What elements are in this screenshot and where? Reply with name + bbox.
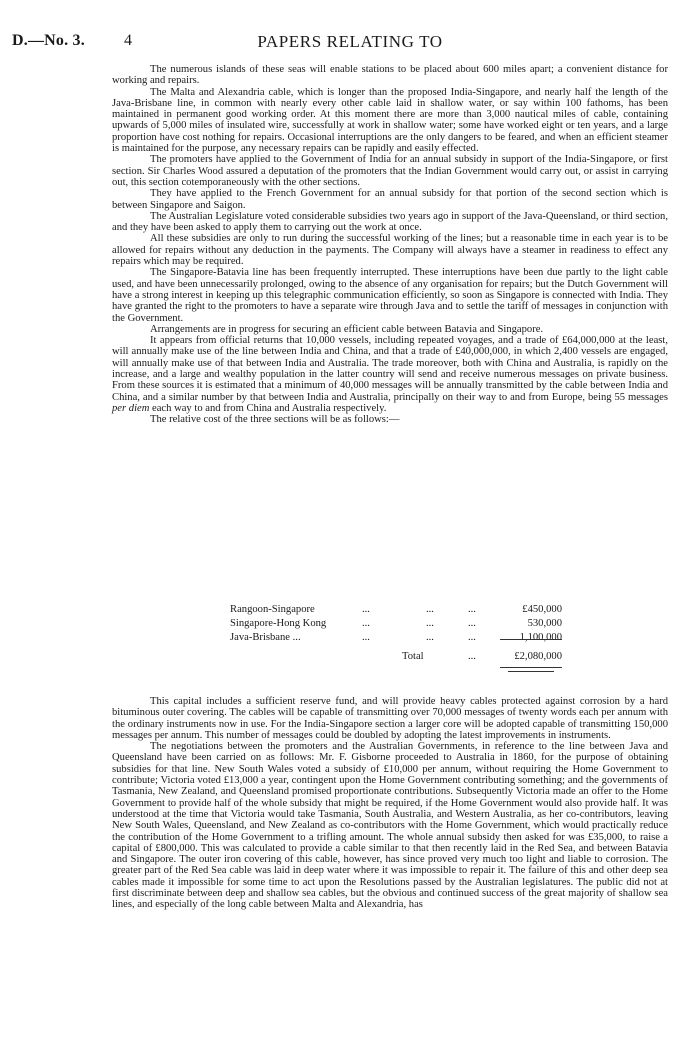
page-header <box>12 32 688 54</box>
document-reference: D.—No. 3. <box>12 32 85 49</box>
paragraph-text-tail: each way to and from China and Australia respectively. <box>152 402 387 414</box>
leader-dots: ... <box>362 604 370 615</box>
sum-rule <box>500 639 562 640</box>
body-text-upper <box>112 64 668 426</box>
page-number: 4 <box>124 32 132 49</box>
paragraph: The relative cost of the three sections will be as follows:— <box>150 414 400 426</box>
total-label: Total <box>402 651 424 662</box>
section-name: Java-Brisbane ... <box>230 632 301 643</box>
paragraph: The Australian Legislature voted considerable subsidies two years ago in support of the Java-Queensland, or third section, and they have been asked to apply them to carrying out the work at once. <box>112 210 668 234</box>
leader-dots: ... <box>426 604 434 615</box>
leader-dots: ... <box>426 632 434 643</box>
section-name: Rangoon-Singapore <box>230 604 315 615</box>
paragraph: The negotiations between the promoters and the Australian Governments, in reference to the line between Java and Queensland have been carried on as follows: Mr. F. Gisborne proceeded to Australia in 1860, for the purpose of obtaining subsidies for that line. New South Wales voted a subsidy of £10,000 per annum, without requiring the Home Government to contribute; Victoria voted £13,000 a year, contingent upon the Home Government contributing something; and the governments of Tasmania, New Zealand, and Queensland promised proportionate contributions. Subsequently Victoria made an offer to the Home Government to provide half of the whole subsidy that might be required, if the Home Government would also provide half. It was understood at the time that Victoria would take Tasmania, South Australia, and Western Australia, as her co-contributors, leaving New South Wales, Queensland, and New Zealand as co-contributors with the Home Government, which would practically reduce the contribution of the Home Government to a trifling amount. The whole annual subsidy then asked for was £35,000, to raise a capital of £800,000. This was calculated to provide a cable similar to that then recently laid in the Red Sea, and between Batavia and Singapore. The outer iron covering of this cable, however, has since proved very much too light and liable to corrosion. The greater part of the Red Sea cable was laid in deep water where it was impossible to repair it. The failure of this and other deep sea cables made it impossible for some time to act upon the Resolutions passed by the Australian legislatures. The public did not at first discriminate between deep and shallow sea cables, but the obvious and continued success of the great majority of shallow sea lines, and especially of the long cable between Malta and Alexandria, has <box>112 741 668 911</box>
table-row <box>230 603 566 617</box>
paragraph: Arrangements are in progress for securing an efficient cable between Batavia and Singapore. <box>150 323 544 335</box>
body-text-lower <box>112 696 668 911</box>
leader-dots: ... <box>362 632 370 643</box>
paragraph: The promoters have applied to the Government of India for an annual subsidy in support of the India-Singapore, or first section. Sir Charles Wood assured a deputation of the promoters that the Indian Government would carry out, or assist in carrying out, this section cotemporaneously with the other sections. <box>112 154 668 188</box>
paragraph <box>112 335 668 414</box>
table-row <box>230 617 566 631</box>
total-row <box>230 651 566 665</box>
italic-phrase: per diem <box>112 402 150 414</box>
leader-dots: ... <box>426 618 434 629</box>
section-cost: £450,000 <box>522 604 562 615</box>
leader-dots: ... <box>468 651 476 662</box>
total-cost: £2,080,000 <box>514 651 562 662</box>
paragraph: The Singapore-Batavia line has been frequently interrupted. These interruptions have been due partly to the light cable used, and have been unnecessarily prolonged, owing to the absence of any organisation for repairs; but the Dutch Government will have a strong interest in keeping up this telegraphic communication efficiently, so soon as Singapore is connected with India. They have granted the right to the promoters to have a separate wire through Java and to settle the tariff of messages in conjunction with the Government. <box>112 267 668 324</box>
running-title: PAPERS RELATING TO <box>257 32 443 51</box>
leader-dots: ... <box>468 618 476 629</box>
paragraph: All these subsidies are only to run during the successful working of the lines; but a reasonable time in each year is to be allowed for repairs without any deduction in the payments. The Company will always have a steamer in readiness to effect any repairs which may be required. <box>112 233 668 268</box>
table-row <box>230 631 566 645</box>
paragraph: This capital includes a sufficient reserve fund, and will provide heavy cables protected against corrosion by a hard bituminous outer covering. The cables will be capable of transmitting over 70,000 messages of twenty words each per annum with the ordinary instruments now in use. For the India-Singapore section a larger core will be adopted capable of transmitting 150,000 messages per annum. This number of messages could be doubled by adopting the latest improvements in instruments. <box>112 696 668 741</box>
paragraph: The Malta and Alexandria cable, which is longer than the proposed India-Singapore, and nearly half the length of the Java-Brisbane line, in common with nearly every other cable laid in shallow water, or say within 100 fathoms, has been maintained in permanent good working order. At this moment there are more than 3,000 nautical miles of cable, containing upwards of 5,000 miles of insulated wire, successfully at work in shallow water; some have worked eight or ten years, and a large proportion have cost nothing for repairs. Occasional interruptions are the only dangers to be feared, and when an efficient steamer is maintained for the purpose, any necessary repairs can be rapidly and easily effected. <box>112 86 668 155</box>
paragraph: They have applied to the French Government for an annual subsidy for that portion of the second section which is between Singapore and Saigon. <box>112 188 668 211</box>
section-name: Singapore-Hong Kong <box>230 618 327 629</box>
section-cost: 1,100,000 <box>519 632 562 643</box>
paragraph-text: It appears from official returns that 10,000 vessels, including repeated voyages, and a trade of £64,000,000 at the least, will annually make use of the line between India and China, and that a trade of £40,000,000, in which 2,400 vessels are engaged, will annually make use of that between India and Australia. The trade moreover, both with China and Australia, is rapidly on the increase, and a large and wealthy population in the latter country will send and receive numerous messages on private business. From these sources it is estimated that a minimum of 40,000 messages will be annually transmitted by the cable between India and China, and a similar number by that between India and Australia, principally on their way to and from Europe, being 55 messages <box>112 335 668 403</box>
section-cost: 530,000 <box>527 618 562 629</box>
leader-dots: ... <box>468 604 476 615</box>
paragraph: The numerous islands of these seas will enable stations to be placed about 600 miles apart; a convenient distance for working and repairs. <box>112 64 668 87</box>
double-rule-top <box>500 667 562 668</box>
leader-dots: ... <box>468 632 476 643</box>
leader-dots: ... <box>362 618 370 629</box>
double-rule-bottom <box>508 671 554 672</box>
